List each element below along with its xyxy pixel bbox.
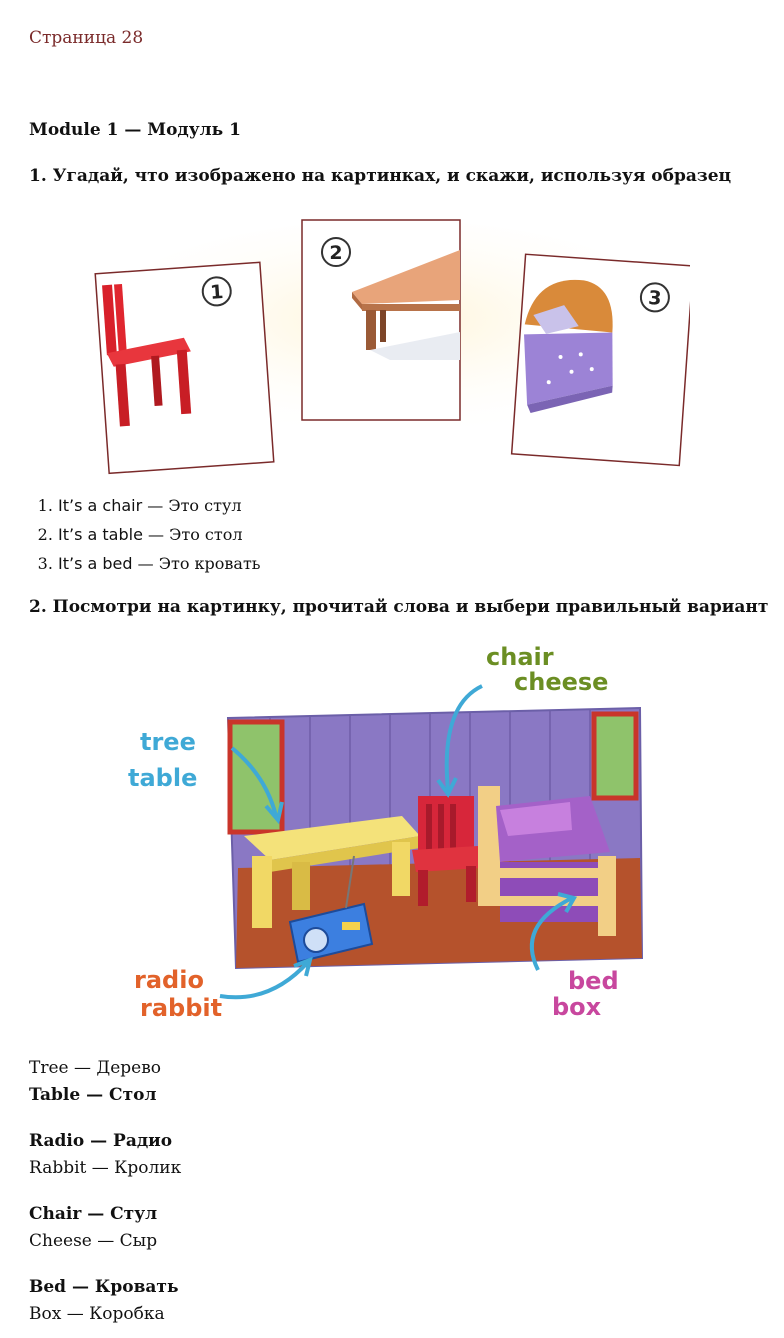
card-table	[302, 220, 460, 420]
exercise1-answers	[29, 494, 261, 581]
svg-text:2: 2	[329, 242, 343, 264]
word-row: Tree — Дерево	[29, 1058, 162, 1078]
module-title: Module 1 — Модуль 1	[29, 120, 241, 140]
word-row: Chair — Стул	[29, 1204, 158, 1224]
label-bed: bed	[568, 967, 619, 995]
word-row: Cheese — Сыр	[29, 1231, 158, 1251]
word-row: Radio — Радио	[29, 1131, 173, 1151]
svg-text:3: 3	[647, 286, 663, 310]
label-tree: tree	[140, 728, 196, 756]
exercise2-word-list	[29, 1056, 181, 1329]
answer-item: 1. It’s a chair — Это стул	[58, 494, 261, 523]
word-row: Bed — Кровать	[29, 1277, 179, 1297]
exercise2-title: 2. Посмотри на картинку, прочитай слова и выбери правильный вариант	[29, 597, 769, 617]
card-bed	[512, 254, 690, 465]
exercise1-picture-cards	[90, 210, 690, 480]
word-row: Box — Коробка	[29, 1304, 165, 1324]
label-rabbit: rabbit	[140, 994, 223, 1022]
label-chair: chair	[486, 643, 554, 671]
word-row: Rabbit — Кролик	[29, 1158, 182, 1178]
label-radio: radio	[134, 966, 204, 994]
label-cheese: cheese	[514, 668, 609, 696]
card-chair	[95, 262, 274, 473]
exercise1-title: 1. Угадай, что изображено на картинках, и скажи, используя образец	[29, 166, 732, 186]
page-label: Страница 28	[29, 28, 144, 48]
svg-text:1: 1	[209, 280, 225, 304]
word-row: Table — Стол	[29, 1085, 157, 1105]
exercise2-room-picture	[120, 636, 660, 1036]
right-window	[594, 714, 636, 798]
label-box: box	[552, 993, 602, 1021]
label-table: table	[128, 764, 198, 792]
answer-item: 2. It’s a table — Это стол	[58, 523, 261, 552]
answer-item: 3. It’s a bed — Это кровать	[58, 552, 261, 581]
